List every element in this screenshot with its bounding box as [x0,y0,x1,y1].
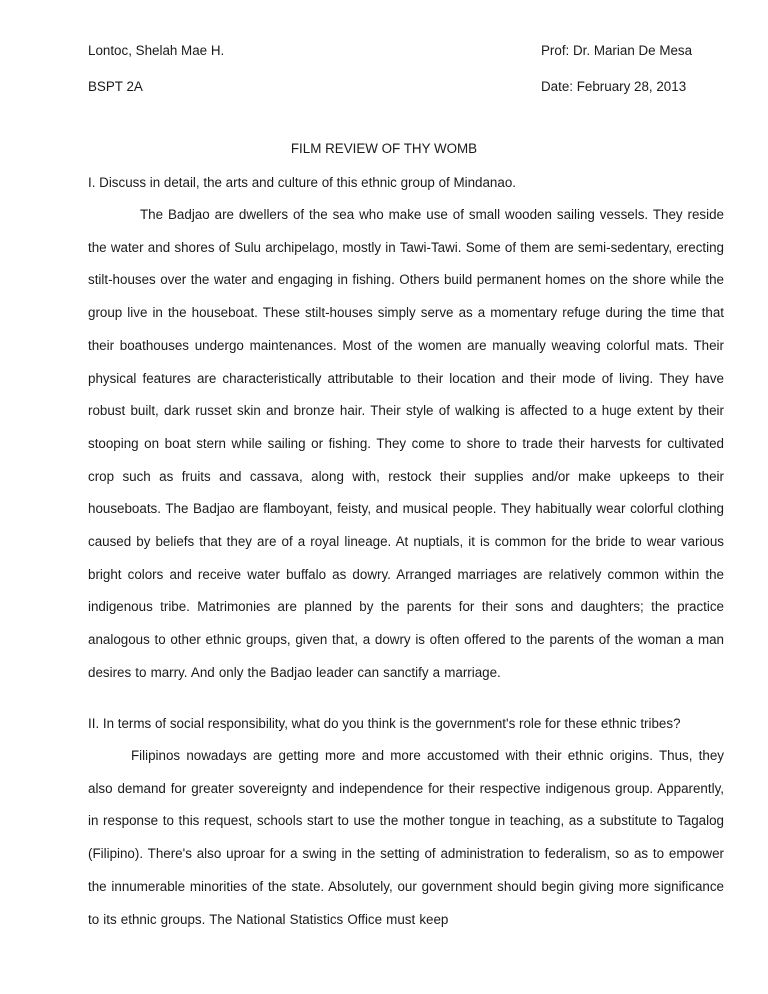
document-title: FILM REVIEW OF THY WOMB [290,141,478,156]
paragraph-2: Filipinos nowadays are getting more and more accustomed with their ethnic origins. Thus, they also demand for greater sovereignty and independence for their respective indigenous group. Apparently, in response to this request, schools start to use the mother tongue in teaching, as a substitute to Tagalog (Filipino). There's also uproar for a swing in the setting of administration to federalism, so as to empower the innumerable minorities of the state. Absolutely, our government should begin giving more significance to its ethnic groups. The National Statistics Office must keep [88,748,724,927]
paragraph-1: The Badjao are dwellers of the sea who make use of small wooden sailing vessels. They reside the water and shores of Sulu archipelago, mostly in Tawi-Tawi. Some of them are semi-sedentary, erecting stilt-houses over the water and engaging in fishing. Others build permanent homes on the shore while the group live in the houseboat. These stilt-houses simply serve as a momentary refuge during the time that their boathouses undergo maintenances. Most of the women are manually weaving colorful mats. Their physical features are characteristically attributable to their location and their mode of living. They have robust built, dark russet skin and bronze hair. Their style of walking is affected to a huge extent by their stooping on boat stern while sailing or fishing. They come to shore to trade their harvests for cultivated crop such as fruits and cassava, along with, restock their supplies and/or make upkeeps to their houseboats. The Badjao are flamboyant, feisty, and musical people. They habitually wear colorful clothing caused by beliefs that they are of a royal lineage. At nuptials, it is common for the bride to wear various bright colors and receive water buffalo as dowry. Arranged marriages are relatively common within the indigenous tribe. Matrimonies are planned by the parents for their sons and daughters; the practice analogous to other ethnic groups, given that, a dowry is often offered to the parents of the woman a man desires to marry. And only the Badjao leader can sanctify a marriage. [88,207,724,680]
professor-name: Prof: Dr. Marian De Mesa [541,43,693,58]
student-name: Lontoc, Shelah Mae H. [88,43,225,58]
question-2: II. In terms of social responsibility, what do you think is the government's role for these ethnic tribes? [88,716,681,731]
section-label: BSPT 2A [88,79,143,94]
question-1: I. Discuss in detail, the arts and culture of this ethnic group of Mindanao. [88,175,516,190]
date-label: Date: February 28, 2013 [541,79,687,94]
